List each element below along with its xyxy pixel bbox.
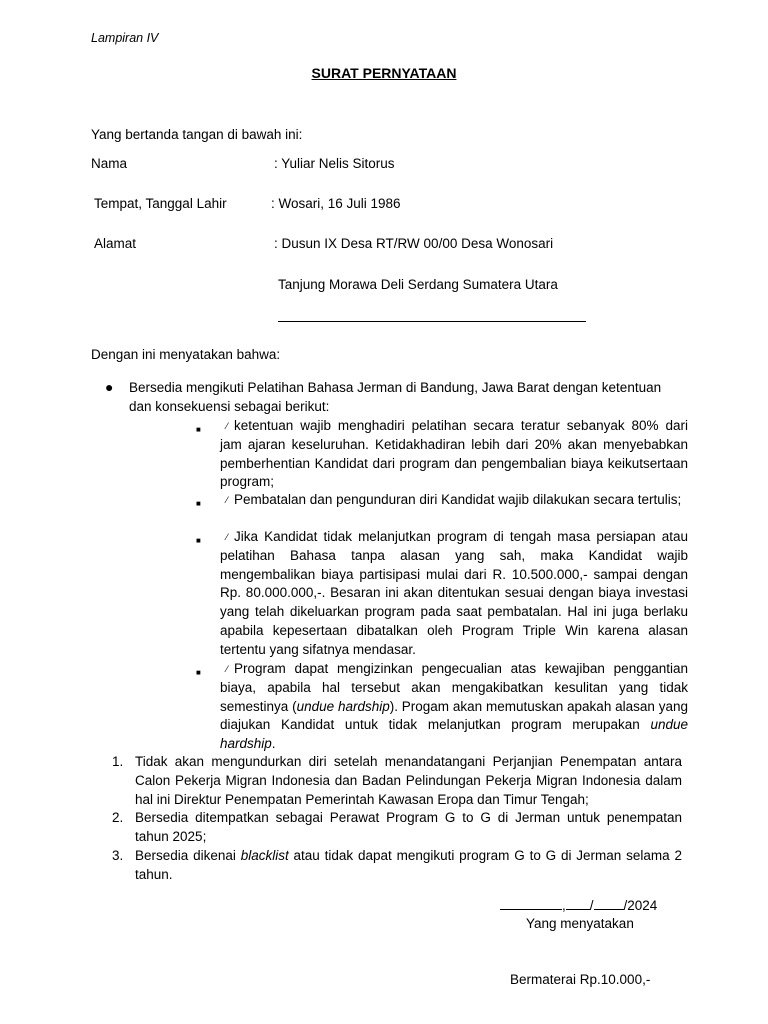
intro-text: Yang bertanda tangan di bawah ini: (91, 127, 303, 142)
numbered-item-2 (112, 809, 682, 847)
item-number: 3. (112, 847, 124, 863)
field-label-ttl: Tempat, Tanggal Lahir (94, 196, 227, 211)
date-blank-extra (594, 897, 624, 910)
sub-item-text: Pembatalan dan pengunduran diri Kandidat wajib dilakukan secara tertulis; (234, 492, 682, 507)
item-number: 2. (112, 810, 124, 826)
address-line-2: Tanjung Morawa Deli Serdang Sumatera Utara (278, 277, 558, 292)
main-bullet (105, 378, 685, 416)
main-bullet-text: Bersedia mengikuti Pelatihan Bahasa Jerman di Bandung, Jawa Barat dengan ketentuan dan konsekuensi sebagai berikut: (129, 380, 662, 414)
sub-item-italic: undue hardship (220, 717, 688, 752)
field-label-nama: Nama (91, 156, 128, 171)
materai-label: Bermaterai Rp.10.000,- (510, 972, 651, 987)
sub-item-3 (196, 528, 688, 660)
sub-item-text: Jika Kandidat tidak melanjutkan program di tengah masa persiapan atau pelatihan Bahasa tanpa alasan yang sah, maka Kandidat wajib mengembalikan biaya partisipasi mulai dari R. 10.500.000,- sampai dengan Rp. 80.000.000,-. Besaran ini akan ditentukan sesuai dengan biaya investasi yang telah dikeluarkan program pada saat pembatalan. Hal ini juga berlaku apabila kepesertaan dibatalkan oleh Program Triple Win karena alasan tertentu yang sifatnya mendasar. (220, 529, 688, 657)
numbered-item-3 (112, 847, 682, 885)
date-blank-day (500, 897, 562, 910)
square-bullet-icon: ■ (196, 499, 201, 508)
bullet-icon: ● (105, 379, 114, 395)
sub-item-text-c: . (271, 736, 276, 752)
date-line (500, 897, 657, 913)
field-value-ttl: : Wosari, 16 Juli 1986 (271, 196, 401, 211)
attachment-label: Lampiran IV (91, 31, 159, 45)
statement-intro: Dengan ini menyatakan bahwa: (91, 347, 281, 362)
numbered-list (112, 753, 682, 885)
tick-mark-icon: ⁄ (226, 421, 228, 431)
sub-item-2 (196, 491, 688, 514)
sub-item-text-b: ). Progam akan memutuskan apakah alasan yang diajukan Kandidat untuk tidak melanjutkan program merupakan (220, 698, 688, 733)
tick-mark-icon: ⁄ (226, 495, 228, 505)
date-separator: , (562, 898, 566, 913)
item-text-b: atau tidak dapat mengikuti program G to G di Jerman selama 2 tahun. (135, 847, 682, 882)
date-year: /2024 (623, 898, 658, 913)
sub-item-text: ketentuan wajib menghadiri pelatihan secara teratur sebanyak 80% dari jam ajaran keseluruhan. Ketidakhadiran lebih dari 20% akan menyebabkan pemberhentian Kandidat dari program dan pengembalian biaya keikutsertaan program; (220, 418, 688, 490)
tick-mark-icon: ⁄ (226, 664, 228, 674)
field-label-alamat: Alamat (94, 236, 137, 251)
sub-item-4 (196, 660, 688, 754)
field-value-alamat: : Dusun IX Desa RT/RW 00/00 Desa Wonosari (274, 236, 554, 251)
square-bullet-icon: ■ (196, 425, 201, 434)
item-text: Tidak akan mengundurkan diri setelah menandatangani Perjanjian Penempatan antara Calon Pekerja Migran Indonesia dan Badan Pelindungan Pekerja Migran Indonesia dalam hal ini Direktur Penempatan Pemerintah Kawasan Eropa dan Timur Tengah; (135, 754, 682, 807)
blank-underline (278, 321, 586, 322)
square-bullet-icon: ■ (196, 536, 201, 545)
numbered-item-1 (112, 753, 682, 809)
tick-mark-icon: ⁄ (226, 532, 228, 542)
document-title: SURAT PERNYATAAN (311, 65, 457, 81)
sub-item-1 (196, 417, 688, 492)
date-separator: / (589, 898, 594, 913)
sub-item-italic: undue hardship (296, 698, 390, 714)
item-text: Bersedia ditempatkan sebagai Perawat Program G to G di Jerman untuk penempatan tahun 2025; (135, 810, 682, 845)
date-blank-month (566, 897, 590, 910)
item-italic: blacklist (240, 847, 289, 863)
square-bullet-icon: ■ (196, 668, 201, 677)
field-value-nama: : Yuliar Nelis Sitorus (274, 156, 395, 171)
item-number: 1. (112, 754, 124, 769)
sub-item-text-a: Program dapat mengizinkan pengecualian atas kewajiban penggantian biaya, apabila hal tersebut akan mengakibatkan kesulitan yang tidak semestinya ( (220, 661, 688, 714)
signatory-label: Yang menyatakan (526, 916, 634, 931)
item-text-a: Bersedia dikenai (135, 847, 241, 863)
